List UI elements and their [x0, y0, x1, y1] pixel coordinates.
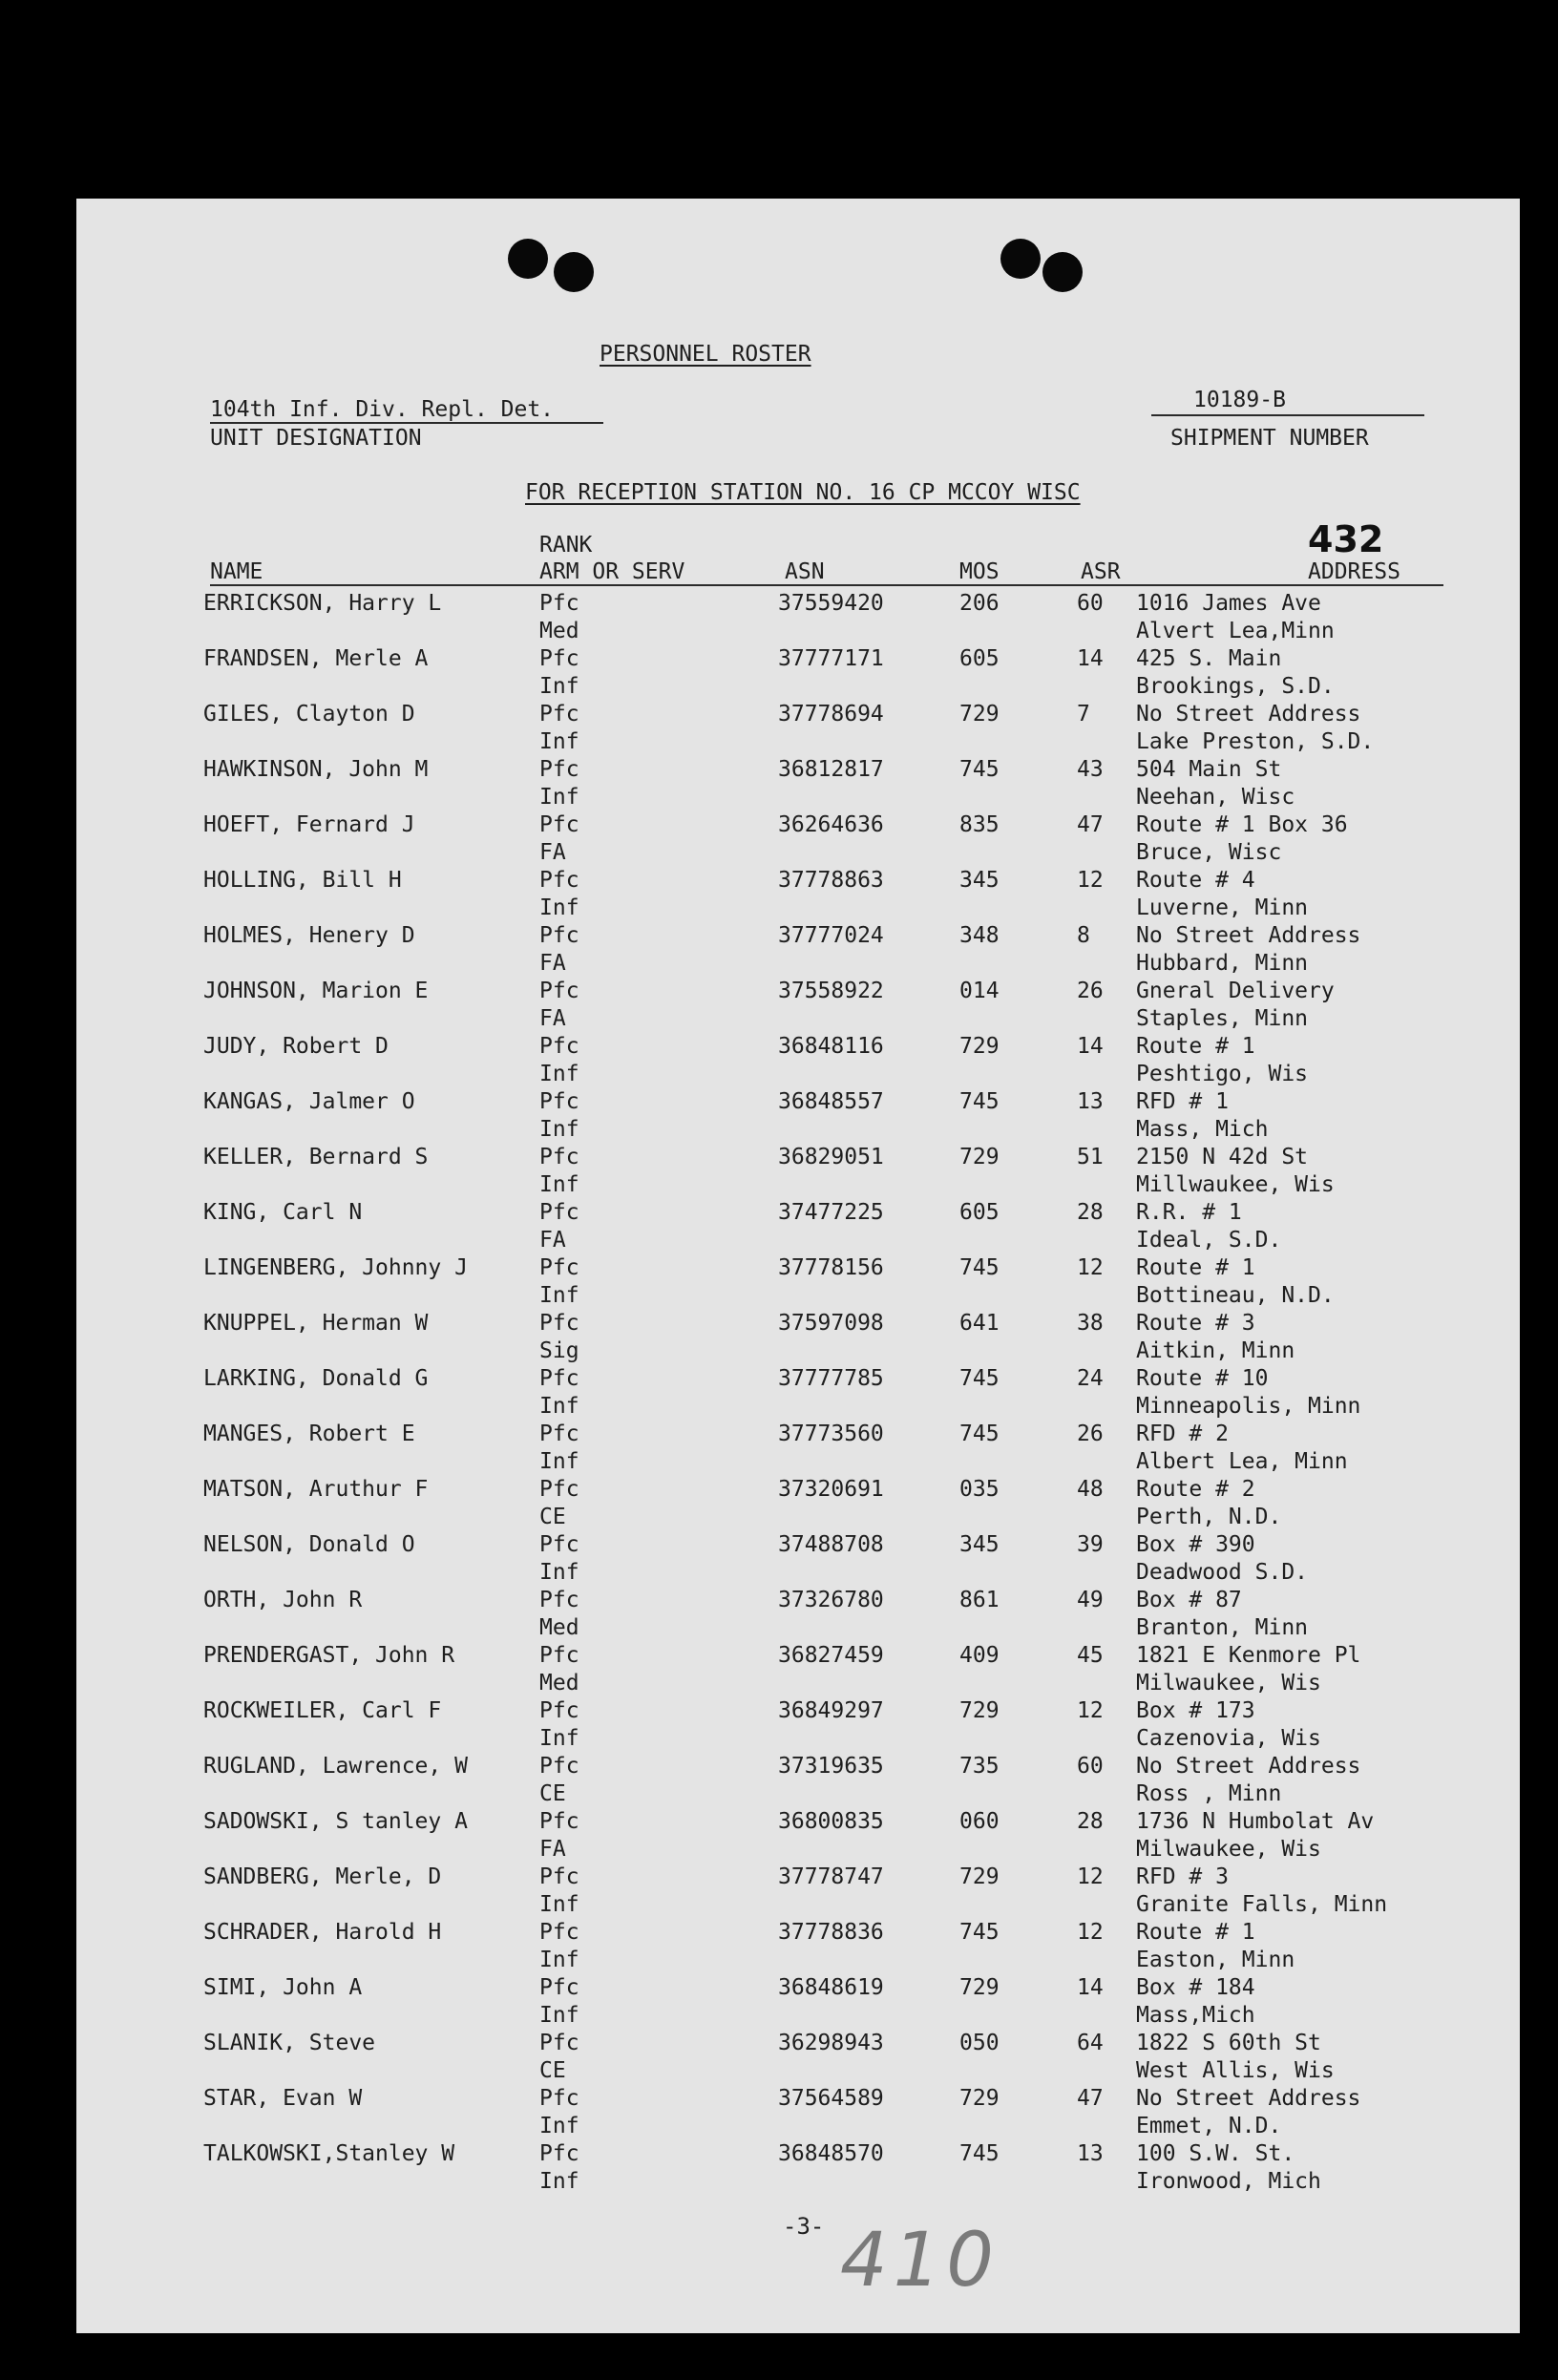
row-asr: 12: [1077, 1255, 1104, 1280]
row-arm: Med: [539, 1671, 579, 1695]
row-arm: Inf: [539, 2114, 579, 2138]
row-name: ORTH, John R: [203, 1588, 363, 1612]
row-rank: Pfc: [539, 2141, 579, 2166]
row-asr: 12: [1077, 1698, 1104, 1723]
row-address-line1: 425 S. Main: [1136, 646, 1282, 671]
row-name: ERRICKSON, Harry L: [203, 591, 442, 616]
row-rank: Pfc: [539, 1145, 579, 1169]
row-asr: 14: [1077, 1034, 1104, 1059]
row-mos: 345: [959, 868, 1000, 893]
row-address-line2: Albert Lea, Minn: [1136, 1449, 1348, 1474]
roster-row: [76, 1033, 1520, 1088]
destination: FOR RECEPTION STATION NO. 16 CP MCCOY WISC: [525, 480, 1081, 505]
row-arm: FA: [539, 1228, 566, 1253]
row-name: HOLMES, Henery D: [203, 923, 415, 948]
row-asn: 37778836: [778, 1920, 884, 1945]
row-address-line1: RFD # 1: [1136, 1089, 1229, 1114]
row-mos: 206: [959, 591, 1000, 616]
row-arm: CE: [539, 2058, 566, 2083]
row-arm: Inf: [539, 2003, 579, 2028]
row-address-line1: Route # 3: [1136, 1311, 1255, 1336]
roster-row: [76, 1531, 1520, 1587]
row-address-line2: Brookings, S.D.: [1136, 674, 1335, 699]
row-rank: Pfc: [539, 1864, 579, 1889]
roster-row: [76, 2140, 1520, 2196]
roster-row: [76, 1753, 1520, 1808]
row-asr: 28: [1077, 1200, 1104, 1225]
row-arm: Inf: [539, 1117, 579, 1142]
row-rank: Pfc: [539, 757, 579, 782]
row-address-line2: Minneapolis, Minn: [1136, 1394, 1361, 1419]
row-mos: 729: [959, 1034, 1000, 1059]
row-name: LINGENBERG, Johnny J: [203, 1255, 468, 1280]
shipment-label: SHIPMENT NUMBER: [1170, 426, 1369, 451]
row-rank: Pfc: [539, 923, 579, 948]
unit-label: UNIT DESIGNATION: [210, 426, 422, 451]
row-asn: 37778863: [778, 868, 884, 893]
row-asn: 37773560: [778, 1422, 884, 1446]
row-address-line1: R.R. # 1: [1136, 1200, 1242, 1225]
col-asr-header: ASR: [1081, 559, 1121, 584]
row-rank: Pfc: [539, 1588, 579, 1612]
roster-row: [76, 1199, 1520, 1254]
row-asr: 43: [1077, 757, 1104, 782]
roster-row: [76, 1919, 1520, 1974]
row-rank: Pfc: [539, 2086, 579, 2111]
row-asr: 13: [1077, 2141, 1104, 2166]
row-address-line2: Millwaukee, Wis: [1136, 1172, 1335, 1197]
row-name: RUGLAND, Lawrence, W: [203, 1754, 468, 1779]
row-address-line2: Mass, Mich: [1136, 1117, 1269, 1142]
roster-row: [76, 1476, 1520, 1531]
row-address-line2: Milwaukee, Wis: [1136, 1671, 1321, 1695]
roster-row: [76, 1697, 1520, 1753]
row-asn: 36848557: [778, 1089, 884, 1114]
row-asn: 37777024: [778, 923, 884, 948]
row-mos: 745: [959, 757, 1000, 782]
row-name: SIMI, John A: [203, 1975, 363, 2000]
row-rank: Pfc: [539, 1975, 579, 2000]
row-mos: 729: [959, 2086, 1000, 2111]
row-address-line2: Neehan, Wisc: [1136, 785, 1295, 810]
row-address-line2: Milwaukee, Wis: [1136, 1837, 1321, 1862]
row-address-line1: RFD # 2: [1136, 1422, 1229, 1446]
row-rank: Pfc: [539, 1034, 579, 1059]
row-mos: 729: [959, 1145, 1000, 1169]
row-rank: Pfc: [539, 2031, 579, 2055]
row-address-line2: Granite Falls, Minn: [1136, 1892, 1388, 1917]
row-mos: 014: [959, 979, 1000, 1003]
row-address-line2: Alvert Lea,Minn: [1136, 619, 1335, 643]
row-rank: Pfc: [539, 1311, 579, 1336]
row-address-line1: Route # 10: [1136, 1366, 1269, 1391]
roster-page: [76, 199, 1520, 2333]
roster-row: [76, 1088, 1520, 1144]
row-asn: 37778156: [778, 1255, 884, 1280]
row-arm: Inf: [539, 1726, 579, 1751]
row-arm: Inf: [539, 1560, 579, 1585]
roster-row: [76, 1587, 1520, 1642]
row-address-line1: Route # 4: [1136, 868, 1255, 893]
row-name: LARKING, Donald G: [203, 1366, 429, 1391]
row-arm: FA: [539, 1837, 566, 1862]
roster-row: [76, 1808, 1520, 1864]
row-rank: Pfc: [539, 591, 579, 616]
row-arm: Med: [539, 619, 579, 643]
row-arm: Inf: [539, 1892, 579, 1917]
row-name: PRENDERGAST, John R: [203, 1643, 455, 1668]
row-mos: 745: [959, 1255, 1000, 1280]
row-asn: 37778694: [778, 702, 884, 727]
row-address-line1: RFD # 3: [1136, 1864, 1229, 1889]
row-arm: CE: [539, 1505, 566, 1529]
row-asn: 36848570: [778, 2141, 884, 2166]
col-asn-header: ASN: [785, 559, 825, 584]
row-name: HAWKINSON, John M: [203, 757, 429, 782]
row-asr: 8: [1077, 923, 1090, 948]
col-rank-header: RANK: [539, 533, 593, 558]
row-address-line2: Lake Preston, S.D.: [1136, 729, 1375, 754]
row-asn: 37326780: [778, 1588, 884, 1612]
roster-row: [76, 2085, 1520, 2140]
row-name: JOHNSON, Marion E: [203, 979, 429, 1003]
row-asn: 36848116: [778, 1034, 884, 1059]
row-asn: 36264636: [778, 812, 884, 837]
row-address-line1: Box # 87: [1136, 1588, 1242, 1612]
row-address-line1: 1821 E Kenmore Pl: [1136, 1643, 1361, 1668]
row-name: SCHRADER, Harold H: [203, 1920, 442, 1945]
stamp-number: 432: [1308, 518, 1384, 560]
row-asn: 36848619: [778, 1975, 884, 2000]
row-mos: 745: [959, 1920, 1000, 1945]
row-asr: 12: [1077, 1920, 1104, 1945]
row-asn: 37597098: [778, 1311, 884, 1336]
row-asn: 36800835: [778, 1809, 884, 1834]
row-asr: 47: [1077, 812, 1104, 837]
row-address-line1: 2150 N 42d St: [1136, 1145, 1309, 1169]
row-name: JUDY, Robert D: [203, 1034, 389, 1059]
row-asr: 14: [1077, 646, 1104, 671]
roster-row: [76, 1365, 1520, 1421]
row-asr: 60: [1077, 1754, 1104, 1779]
row-arm: Inf: [539, 1394, 579, 1419]
row-mos: 345: [959, 1532, 1000, 1557]
row-rank: Pfc: [539, 646, 579, 671]
row-rank: Pfc: [539, 1754, 579, 1779]
col-address-header: ADDRESS: [1308, 559, 1400, 584]
handwritten-number: 410: [840, 2218, 1000, 2304]
row-asr: 12: [1077, 868, 1104, 893]
row-mos: 050: [959, 2031, 1000, 2055]
row-address-line1: 1822 S 60th St: [1136, 2031, 1321, 2055]
roster-row: [76, 1974, 1520, 2030]
row-arm: Inf: [539, 1449, 579, 1474]
row-address-line1: Route # 2: [1136, 1477, 1255, 1502]
punch-hole-left-1: [508, 239, 548, 279]
row-asn: 36298943: [778, 2031, 884, 2055]
row-asr: 26: [1077, 1422, 1104, 1446]
row-asr: 7: [1077, 702, 1090, 727]
roster-row: [76, 1864, 1520, 1919]
row-asn: 37319635: [778, 1754, 884, 1779]
row-arm: FA: [539, 1006, 566, 1031]
row-asr: 47: [1077, 2086, 1104, 2111]
roster-row: [76, 1144, 1520, 1199]
row-address-line1: Gneral Delivery: [1136, 979, 1335, 1003]
row-address-line1: No Street Address: [1136, 923, 1361, 948]
row-arm: Inf: [539, 1172, 579, 1197]
row-arm: Sig: [539, 1338, 579, 1363]
shipment-underline: [1151, 414, 1424, 416]
row-address-line2: Bruce, Wisc: [1136, 840, 1282, 865]
row-address-line1: No Street Address: [1136, 2086, 1361, 2111]
row-mos: 348: [959, 923, 1000, 948]
row-asn: 36827459: [778, 1643, 884, 1668]
row-asn: 37777785: [778, 1366, 884, 1391]
row-rank: Pfc: [539, 1920, 579, 1945]
row-asr: 24: [1077, 1366, 1104, 1391]
row-address-line2: Easton, Minn: [1136, 1948, 1295, 1972]
row-name: SADOWSKI, S tanley A: [203, 1809, 468, 1834]
row-arm: FA: [539, 951, 566, 976]
row-mos: 745: [959, 1089, 1000, 1114]
row-address-line2: Peshtigo, Wis: [1136, 1062, 1309, 1086]
row-name: SANDBERG, Merle, D: [203, 1864, 442, 1889]
row-address-line2: West Allis, Wis: [1136, 2058, 1335, 2083]
row-rank: Pfc: [539, 1477, 579, 1502]
row-address-line2: Emmet, N.D.: [1136, 2114, 1282, 2138]
row-asr: 28: [1077, 1809, 1104, 1834]
row-address-line1: Box # 184: [1136, 1975, 1255, 2000]
row-address-line1: Route # 1 Box 36: [1136, 812, 1348, 837]
row-asn: 37558922: [778, 979, 884, 1003]
row-name: TALKOWSKI,Stanley W: [203, 2141, 455, 2166]
page-title: PERSONNEL ROSTER: [600, 342, 811, 367]
roster-row: [76, 978, 1520, 1033]
roster-row: [76, 1421, 1520, 1476]
row-address-line1: No Street Address: [1136, 702, 1361, 727]
row-mos: 605: [959, 646, 1000, 671]
row-arm: Inf: [539, 2169, 579, 2194]
row-mos: 641: [959, 1311, 1000, 1336]
row-address-line2: Aitkin, Minn: [1136, 1338, 1295, 1363]
row-asr: 38: [1077, 1311, 1104, 1336]
row-asn: 37564589: [778, 2086, 884, 2111]
row-address-line2: Bottineau, N.D.: [1136, 1283, 1335, 1308]
row-address-line2: Ideal, S.D.: [1136, 1228, 1282, 1253]
row-rank: Pfc: [539, 1200, 579, 1225]
row-address-line1: 1016 James Ave: [1136, 591, 1321, 616]
roster-row: [76, 1310, 1520, 1365]
row-address-line1: Box # 390: [1136, 1532, 1255, 1557]
row-asr: 49: [1077, 1588, 1104, 1612]
unit-name: 104th Inf. Div. Repl. Det.: [210, 397, 555, 422]
row-arm: Inf: [539, 785, 579, 810]
col-name-header: NAME: [210, 559, 263, 584]
roster-row: [76, 2030, 1520, 2085]
row-mos: 409: [959, 1643, 1000, 1668]
row-address-line1: 504 Main St: [1136, 757, 1282, 782]
row-mos: 729: [959, 702, 1000, 727]
row-address-line1: Route # 1: [1136, 1920, 1255, 1945]
row-asr: 51: [1077, 1145, 1104, 1169]
row-mos: 735: [959, 1754, 1000, 1779]
row-address-line1: No Street Address: [1136, 1754, 1361, 1779]
roster-row: [76, 922, 1520, 978]
row-arm: Inf: [539, 674, 579, 699]
row-rank: Pfc: [539, 1698, 579, 1723]
row-address-line1: Route # 1: [1136, 1255, 1255, 1280]
roster-row: [76, 645, 1520, 701]
row-name: MANGES, Robert E: [203, 1422, 415, 1446]
row-mos: 745: [959, 1422, 1000, 1446]
row-asr: 26: [1077, 979, 1104, 1003]
row-name: MATSON, Aruthur F: [203, 1477, 429, 1502]
row-name: HOLLING, Bill H: [203, 868, 402, 893]
row-asr: 14: [1077, 1975, 1104, 2000]
row-asr: 64: [1077, 2031, 1104, 2055]
row-mos: 605: [959, 1200, 1000, 1225]
row-mos: 861: [959, 1588, 1000, 1612]
roster-row: [76, 701, 1520, 756]
row-asr: 60: [1077, 591, 1104, 616]
row-name: HOEFT, Fernard J: [203, 812, 415, 837]
roster-row: [76, 590, 1520, 645]
roster-row: [76, 811, 1520, 867]
row-arm: Inf: [539, 1283, 579, 1308]
punch-hole-left-2: [554, 252, 594, 292]
row-name: KELLER, Bernard S: [203, 1145, 429, 1169]
row-address-line2: Deadwood S.D.: [1136, 1560, 1309, 1585]
row-rank: Pfc: [539, 1089, 579, 1114]
row-mos: 745: [959, 1366, 1000, 1391]
row-name: SLANIK, Steve: [203, 2031, 376, 2055]
row-mos: 745: [959, 2141, 1000, 2166]
row-address-line2: Luverne, Minn: [1136, 895, 1309, 920]
row-name: STAR, Evan W: [203, 2086, 363, 2111]
punch-hole-right-2: [1042, 252, 1083, 292]
row-mos: 729: [959, 1975, 1000, 2000]
row-name: GILES, Clayton D: [203, 702, 415, 727]
page-number: -3-: [783, 2213, 825, 2240]
row-arm: Inf: [539, 1062, 579, 1086]
row-mos: 835: [959, 812, 1000, 837]
row-name: KING, Carl N: [203, 1200, 363, 1225]
header-rule: [210, 584, 1443, 586]
row-address-line2: Ross , Minn: [1136, 1781, 1282, 1806]
row-rank: Pfc: [539, 868, 579, 893]
row-asr: 48: [1077, 1477, 1104, 1502]
row-address-line2: Staples, Minn: [1136, 1006, 1309, 1031]
row-asr: 45: [1077, 1643, 1104, 1668]
row-address-line1: 1736 N Humbolat Av: [1136, 1809, 1375, 1834]
row-asn: 37320691: [778, 1477, 884, 1502]
row-arm: Inf: [539, 729, 579, 754]
row-address-line1: Route # 1: [1136, 1034, 1255, 1059]
punch-hole-right-1: [1000, 239, 1041, 279]
row-asn: 36812817: [778, 757, 884, 782]
row-rank: Pfc: [539, 979, 579, 1003]
row-asn: 37559420: [778, 591, 884, 616]
row-address-line2: Ironwood, Mich: [1136, 2169, 1321, 2194]
row-asn: 37778747: [778, 1864, 884, 1889]
row-address-line2: Mass,Mich: [1136, 2003, 1255, 2028]
row-asr: 12: [1077, 1864, 1104, 1889]
row-mos: 035: [959, 1477, 1000, 1502]
roster-row: [76, 867, 1520, 922]
row-arm: FA: [539, 840, 566, 865]
row-rank: Pfc: [539, 812, 579, 837]
row-rank: Pfc: [539, 1643, 579, 1668]
unit-underline: [210, 422, 603, 424]
row-name: FRANDSEN, Merle A: [203, 646, 429, 671]
row-asn: 37477225: [778, 1200, 884, 1225]
row-mos: 729: [959, 1864, 1000, 1889]
row-rank: Pfc: [539, 1255, 579, 1280]
row-name: ROCKWEILER, Carl F: [203, 1698, 442, 1723]
row-mos: 060: [959, 1809, 1000, 1834]
row-mos: 729: [959, 1698, 1000, 1723]
row-address-line1: Box # 173: [1136, 1698, 1255, 1723]
col-mos-header: MOS: [959, 559, 1000, 584]
row-rank: Pfc: [539, 1809, 579, 1834]
shipment-number: 10189-B: [1193, 388, 1286, 412]
row-address-line2: Perth, N.D.: [1136, 1505, 1282, 1529]
row-rank: Pfc: [539, 1366, 579, 1391]
row-address-line2: Branton, Minn: [1136, 1615, 1309, 1640]
row-arm: CE: [539, 1781, 566, 1806]
row-address-line2: Cazenovia, Wis: [1136, 1726, 1321, 1751]
row-asr: 13: [1077, 1089, 1104, 1114]
row-asn: 36829051: [778, 1145, 884, 1169]
row-rank: Pfc: [539, 1532, 579, 1557]
col-arm-header: ARM OR SERV: [539, 559, 685, 584]
roster-row: [76, 1642, 1520, 1697]
row-rank: Pfc: [539, 1422, 579, 1446]
roster-row: [76, 756, 1520, 811]
row-name: NELSON, Donald O: [203, 1532, 415, 1557]
row-name: KANGAS, Jalmer O: [203, 1089, 415, 1114]
row-asn: 36849297: [778, 1698, 884, 1723]
row-rank: Pfc: [539, 702, 579, 727]
row-asn: 37777171: [778, 646, 884, 671]
roster-row: [76, 1254, 1520, 1310]
row-arm: Med: [539, 1615, 579, 1640]
row-asr: 39: [1077, 1532, 1104, 1557]
row-arm: Inf: [539, 895, 579, 920]
row-address-line2: Hubbard, Minn: [1136, 951, 1309, 976]
row-arm: Inf: [539, 1948, 579, 1972]
row-address-line1: 100 S.W. St.: [1136, 2141, 1295, 2166]
row-name: KNUPPEL, Herman W: [203, 1311, 429, 1336]
row-asn: 37488708: [778, 1532, 884, 1557]
